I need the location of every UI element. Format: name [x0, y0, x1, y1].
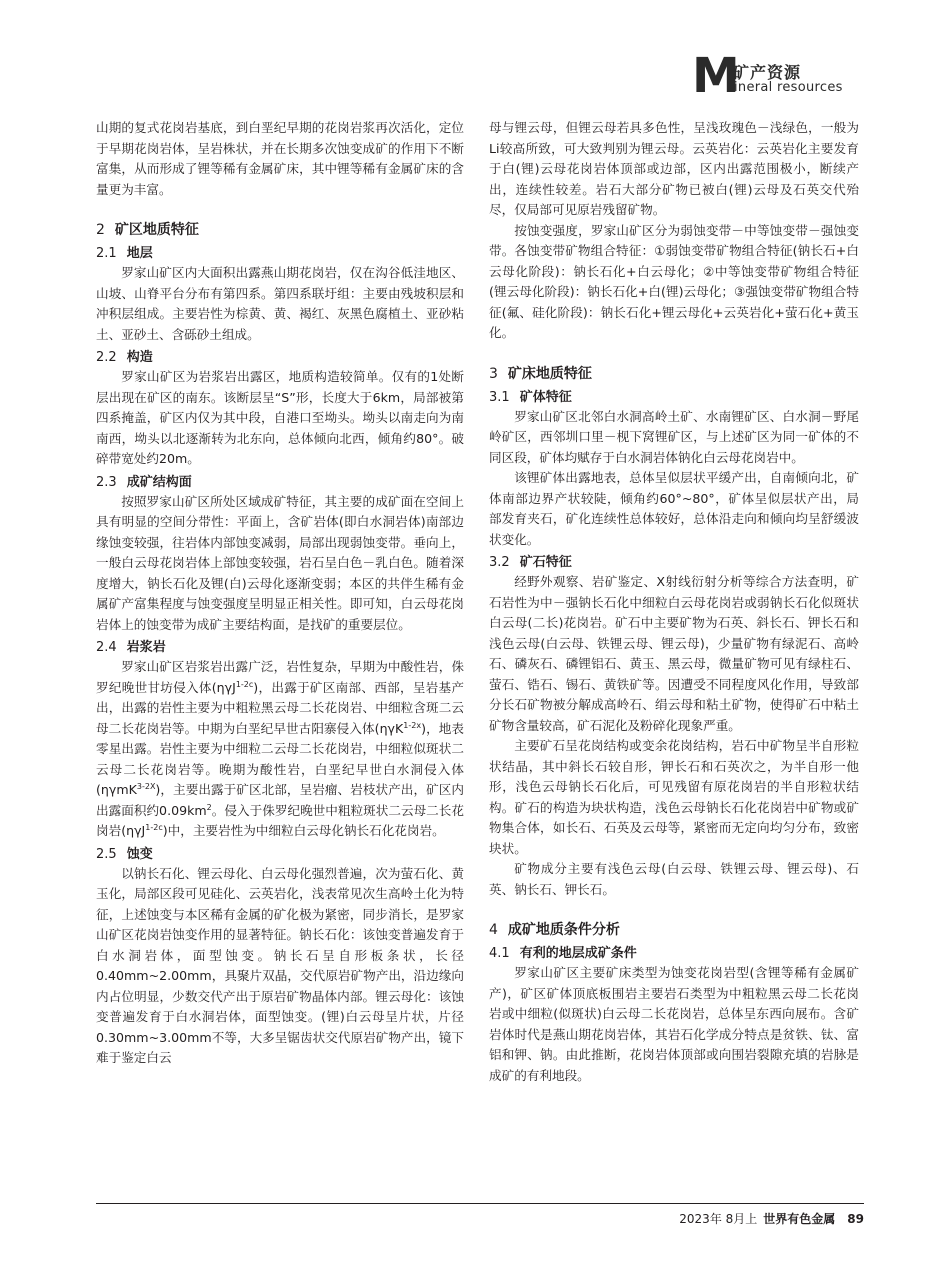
subsection-number: 2.2: [96, 350, 117, 365]
paragraph: 按照罗家山矿区所处区域成矿特征，其主要的成矿面在空间上具有明显的空间分带性：平面上，含矿岩体(即白水洞岩体)南部边缘蚀变较强，往岩体内部蚀变减弱，局部出现弱蚀变带。垂向上，一般白云母花岗岩体上部蚀变较强，岩石呈白色－乳白色。随着深度增大，钠长石化及锂(白)云母化逐渐变弱；本区的共伴生稀有金属矿产富集程度与蚀变强度呈明显正相关性。即可知，白云母花岗岩体上的蚀变带为成矿主要结构面，是找矿的重要层位。: [96, 493, 464, 632]
subsection-heading-3-1: [489, 388, 859, 407]
subsection-number: 2.3: [96, 474, 117, 490]
section-title: 矿床地质特征: [507, 365, 592, 382]
journal-name: 世界有色金属: [763, 1212, 836, 1226]
subsection-heading-2-4: [96, 638, 464, 657]
subsection-number: 4.1: [489, 946, 510, 961]
section-number: 3: [489, 365, 498, 382]
masthead-section-en: ineral resources: [734, 80, 843, 95]
section-number: 2: [96, 222, 105, 238]
section-number: 4: [489, 922, 498, 938]
subsection-title: 有利的地层成矿条件: [519, 946, 637, 961]
section-title: 矿区地质特征: [114, 222, 199, 238]
paragraph-magmatic-rock: [96, 657, 464, 842]
subsection-heading-2-5: [96, 845, 464, 864]
subsection-heading-2-3: [96, 473, 464, 492]
text-run: )中，主要岩性为中细粒白云母化钠长石化花岗岩。: [162, 823, 445, 838]
page-footer: [679, 1210, 864, 1227]
superscript: 1-2x: [403, 720, 422, 730]
paragraph: 罗家山矿区北邻白水洞高岭土矿、水南锂矿区、白水洞－野尾岭矿区，西邻圳口里－枧下窝锂矿区，与上述矿区为同一矿体的不同区段，矿体均赋存于白水洞岩体钠化白云母花岗岩中。: [489, 408, 859, 465]
paragraph: 主要矿石呈花岗结构或变余花岗结构，岩石中矿物呈半自形粒状结晶，其中斜长石较自形，钾长石和石英次之，为半自形一他形，浅色云母钠长石化后，可见残留有原花岗岩的半自形粒状结构。矿石的构造为块状构造，浅色云母钠长石化花岗岩中矿物或矿物集合体，如长石、石英及云母等，紧密而无定向均匀分布，致密块状。: [489, 738, 859, 856]
paragraph: 山期的复式花岗岩基底，到白垩纪早期的花岗岩浆再次活化，定位于早期花岗岩体，呈岩株状，并在长期多次蚀变成矿的作用下不断富集，从而形成了锂等稀有金属矿床，其中锂等稀有金属矿床的含量更为丰富。: [96, 120, 464, 197]
issue-date: 2023年 8月上: [679, 1212, 758, 1226]
section-heading-2: [96, 220, 464, 241]
page-number: 89: [847, 1212, 864, 1226]
text-run: 。侵入于侏罗纪晚世中粗粒斑状二云母二长花岗岩(ηγJ: [96, 802, 465, 838]
subsection-number: 2.5: [96, 846, 117, 862]
text-run: )，主要出露于矿区北部，呈岩瘤、岩枝状产出，矿区内出露面积约0.09km: [96, 782, 464, 818]
paragraph: 罗家山矿区内大面积出露燕山期花岗岩，仅在沟谷低洼地区、山坡、山脊平台分布有第四系。第四系联圩组：主要由残坡积层和冲积层组成。主要岩性为棕黄、黄、褐红、灰黑色腐植土、亚砂粘土、亚砂土、含砾砂土组成。: [96, 265, 464, 342]
section-heading-4: [489, 920, 859, 941]
superscript: 3-2X: [136, 781, 156, 791]
paragraph: 罗家山矿区为岩浆岩出露区，地质构造较简单。仅有的1处断层出现在矿区的南东。该断层呈“S”形，长度大于6km，局部被第四系掩盖，矿区内仅为其中段，自港口至坳头。坳头以南走向为南南西，坳头以北逐渐转为北东向，总体倾向北西，倾角约80°。破碎带宽处约20m。: [96, 369, 464, 466]
subsection-title: 地层: [126, 246, 153, 261]
paragraph: 该锂矿体出露地表，总体呈似层状平缓产出，自南倾向北，矿体南部边界产状较陡，倾角约60°~80°，矿体呈似层状产出，局部发育夹石，矿化连续性总体较好，总体沿走向和倾向均呈舒缓波状变化。: [489, 470, 859, 547]
subsection-title: 矿体特征: [519, 389, 572, 405]
section-masthead: [692, 48, 882, 104]
paragraph: 按蚀变强度，罗家山矿区分为弱蚀变带－中等蚀变带－强蚀变带。各蚀变带矿物组合特征：①弱蚀变带矿物组合特征(钠长石+白云母化阶段)：钠长石化+白云母化；②中等蚀变带矿物组合特征(锂云母化阶段)：钠长石化+白(锂)云母化；③强蚀变带矿物组合特征(氟、硅化阶段)：钠长石化+锂云母化+云英岩化+萤石化+黄玉化。: [489, 222, 859, 340]
left-column: [96, 118, 464, 1069]
subsection-number: 3.2: [489, 555, 510, 570]
text-run: )，地表零星出露。岩性主要为中细粒二云母二长花岗岩，中细粒似斑状二云母二长花岗岩等。晚期为酸性岩，白垩纪早世白水洞侵入体(ηγmK: [96, 720, 464, 797]
subsection-heading-2-1: [96, 244, 464, 263]
subsection-title: 成矿结构面: [126, 474, 192, 490]
text-run: 罗家山矿区岩浆岩出露广泛，岩性复杂，早期为中酸性岩，侏罗纪晚世甘坊侵入体(ηγJ: [96, 659, 464, 695]
subsection-heading-4-1: [489, 944, 859, 963]
subsection-number: 2.4: [96, 640, 117, 655]
superscript: 2: [206, 802, 212, 812]
superscript: 1-2c: [235, 679, 254, 689]
paragraph: 罗家山矿区主要矿床类型为蚀变花岗岩型(含锂等稀有金属矿产)，矿区矿体顶底板围岩主要岩石类型为中粗粒黑云母二长花岗岩或中细粒(似斑状)白云母二长花岗岩，总体呈东西向展布。含矿岩体时代是燕山期花岗岩体，其岩石化学成分特点是贫铁、钛、富铝和钾、钠。由此推断，花岗岩体顶部或向围岩裂隙充填的岩脉是成矿的有利地段。: [489, 965, 859, 1083]
paragraph: 母与锂云母，但锂云母若具多色性，呈浅玫瑰色－浅绿色，一般为Li较高所致，可大致判别为锂云母。云英岩化：云英岩化主要发育于白(锂)云母花岗岩体顶部或边部，区内出露范围极小，断续产出，连续性较差。岩石大部分矿物已被白(锂)云母及石英交代殆尽，仅局部可见原岩残留矿物。: [489, 120, 859, 217]
subsection-number: 3.1: [489, 389, 510, 405]
subsection-title: 蚀变: [126, 846, 153, 862]
subsection-number: 2.1: [96, 246, 117, 261]
right-column: [489, 118, 859, 1086]
footer-divider: [96, 1203, 864, 1204]
subsection-heading-2-2: [96, 348, 464, 367]
masthead-logo-letter: M: [692, 48, 738, 104]
subsection-heading-3-2: [489, 553, 859, 572]
paragraph: 经野外观察、岩矿鉴定、X射线衍射分析等综合方法查明，矿石岩性为中－强钠长石化中细粒白云母花岗岩或弱钠长石化似斑状白云母(二长)花岗岩。矿石中主要矿物为石英、斜长石、钾长石和浅色云母(白云母、铁锂云母、锂云母)，少量矿物有绿泥石、高岭石、磷灰石、磷锂铝石、黄玉、黑云母，微量矿物可见有绿柱石、萤石、锆石、锡石、黄铁矿等。因遭受不同程度风化作用，导致部分长石矿物被分解成高岭石、绢云母和粘土矿物，使得矿石中粘土矿物含量较高，矿石泥化及粉碎化现象严重。: [489, 574, 859, 733]
superscript: 1-2c: [145, 822, 163, 832]
text-run: )，出露于矿区南部、西部，呈岩基产出，出露的岩性主要为中粗粒黑云母二长花岗岩、中细粒含斑二云母二长花岗岩等。中期为白垩纪早世古阳寨侵入体(ηγK: [96, 679, 465, 736]
paragraph: 矿物成分主要有浅色云母(白云母、铁锂云母、锂云母)、石英、钠长石、钾长石。: [489, 861, 859, 897]
subsection-title: 岩浆岩: [126, 640, 166, 655]
section-title: 成矿地质条件分析: [507, 922, 620, 938]
section-heading-3: [489, 364, 859, 385]
paragraph: 以钠长石化、锂云母化、白云母化强烈普遍，次为萤石化、黄玉化，局部区段可见硅化、云英岩化，浅表常见次生高岭土化为特征，上述蚀变与本区稀有金属的矿化极为紧密，同步消长，是罗家山矿区花岗岩蚀变作用的显著特征。钠长石化：该蚀变普遍发育于白水洞岩体，面型蚀变。钠长石呈自形板条状，长径0.40mm~2.00mm，具聚片双晶，交代原岩矿物产出，沿边缘向内占位明显，少数交代产出于原岩矿物晶体内部。锂云母化：该蚀变普遍发育于白水洞岩体，面型蚀变。(锂)白云母呈片状，片径0.30mm~3.00mm不等，大多呈锯齿状交代原岩矿物产出，镜下难于鉴定白云: [96, 865, 464, 1065]
subsection-title: 构造: [126, 350, 153, 365]
masthead-section-cn: 矿产资源: [733, 63, 802, 82]
subsection-title: 矿石特征: [519, 555, 572, 570]
